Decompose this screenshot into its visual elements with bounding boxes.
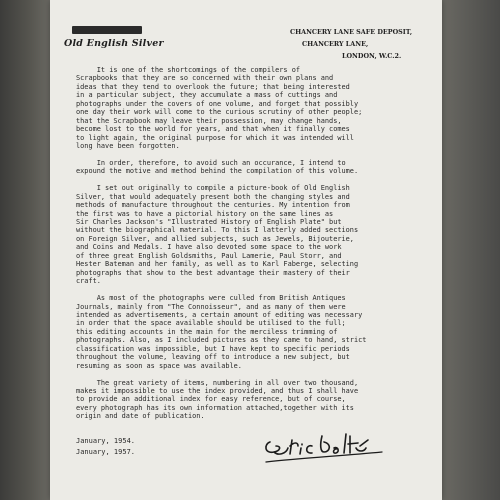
- signature: [260, 422, 390, 472]
- text-line: to light again, the original purpose for which it was intended will: [76, 133, 354, 142]
- date-line: January, 1957.: [76, 447, 136, 456]
- text-line: every photograph has its own information attached,together with its: [76, 403, 354, 412]
- letterhead-address: [290, 26, 440, 62]
- text-line: In order, therefore, to avoid such an occurance, I intend to: [76, 158, 346, 167]
- background-left: [0, 0, 50, 500]
- text-line: methods of manufacture throughout the centuries. My intention from: [76, 201, 350, 210]
- text-line: without the biographical material. To this I latterly added sections: [76, 226, 359, 235]
- address-line: LONDON, W.C.2.: [342, 52, 402, 60]
- text-line: of three great English Goldsmiths, Paul Lamerie, Paul Storr, and: [76, 251, 342, 260]
- text-line: Hester Bateman and her family, as well as to Karl Faberge, selecting: [76, 260, 359, 269]
- text-line: intended as advertisements, a certain amount of editing was necessary: [76, 310, 363, 319]
- address-line: CHANCERY LANE SAFE DEPOSIT,: [290, 28, 413, 36]
- text-line: As most of the photographs were culled from British Antiques: [76, 294, 346, 303]
- background-right: [442, 0, 500, 500]
- text-line: photographs that show to the best advantage their mastery of their: [76, 268, 350, 277]
- text-line: the first was to have a pictorial history on the same lines as: [76, 209, 334, 218]
- letter-body: [76, 66, 432, 429]
- text-line: resuming as soon as space was available.: [76, 361, 242, 370]
- text-line: long have been forgotten.: [76, 142, 180, 151]
- text-line: Silver, that would adequately present both the changing styles and: [76, 192, 350, 201]
- text-line: in a particular subject, they accumulate a mass of cuttings and: [76, 91, 338, 100]
- text-line: Sir Charles Jackson's "Illustrated History of English Plate" but: [76, 218, 342, 227]
- text-line: photographs under the covers of one volume, and forget that possibly: [76, 99, 359, 108]
- text-line: makes it impossible to use the index provided, and thus I shall have: [76, 386, 359, 395]
- paragraph: [76, 184, 432, 285]
- text-line: on Foreign Silver, and allied subjects, such as Jewels, Bijouterie,: [76, 234, 354, 243]
- text-line: photographs. Also, as I included pictures as they came to hand, strict: [76, 336, 367, 345]
- paragraph: [76, 159, 432, 176]
- text-line: It is one of the shortcomings of the compilers of: [76, 66, 301, 74]
- text-line: expound the motive and method behind the compilation of this volume.: [76, 167, 359, 176]
- text-line: throughout the volume, leaving off to introduce a new subject, but: [76, 353, 350, 362]
- letter-dates: [76, 436, 135, 457]
- text-line: to provide an additional index for easy reference, but of course,: [76, 395, 346, 404]
- paragraph: [76, 379, 432, 421]
- text-line: Scrapbooks that they are so concerned with their own plans and: [76, 74, 334, 83]
- text-line: ideas that they tend to overlook the future; that being interested: [76, 82, 350, 91]
- text-line: I set out originally to compile a picture-book of Old English: [76, 184, 350, 193]
- date-line: January, 1954.: [76, 437, 136, 445]
- text-line: this editing accounts in the main for the merciless trimming of: [76, 327, 338, 336]
- text-line: The great variety of items, numbering in all over two thousand,: [76, 378, 359, 387]
- redaction-bar: [72, 26, 142, 34]
- text-line: and Coins and Medals. I have also devoted some space to the work: [76, 243, 342, 252]
- text-line: classification was impossible, but I have kept to specific periods: [76, 344, 350, 353]
- paragraph: [76, 66, 432, 151]
- text-line: that the Scrapbook may leave their possession, may change hands,: [76, 116, 342, 125]
- address-line: CHANCERY LANE,: [302, 40, 369, 48]
- text-line: become lost to the world for years, and that when it finally comes: [76, 125, 350, 134]
- text-line: craft.: [76, 277, 101, 286]
- text-line: origin and date of publication.: [76, 412, 205, 421]
- paragraph: [76, 294, 432, 370]
- letterhead-title: Old English Silver: [64, 38, 164, 49]
- text-line: Journals, mainly from "The Connoisseur", and as many of them were: [76, 302, 346, 311]
- text-line: in order that the space available should be utilised to the full;: [76, 319, 346, 328]
- text-line: one day their work will come to the curious scrutiny of other people;: [76, 108, 363, 117]
